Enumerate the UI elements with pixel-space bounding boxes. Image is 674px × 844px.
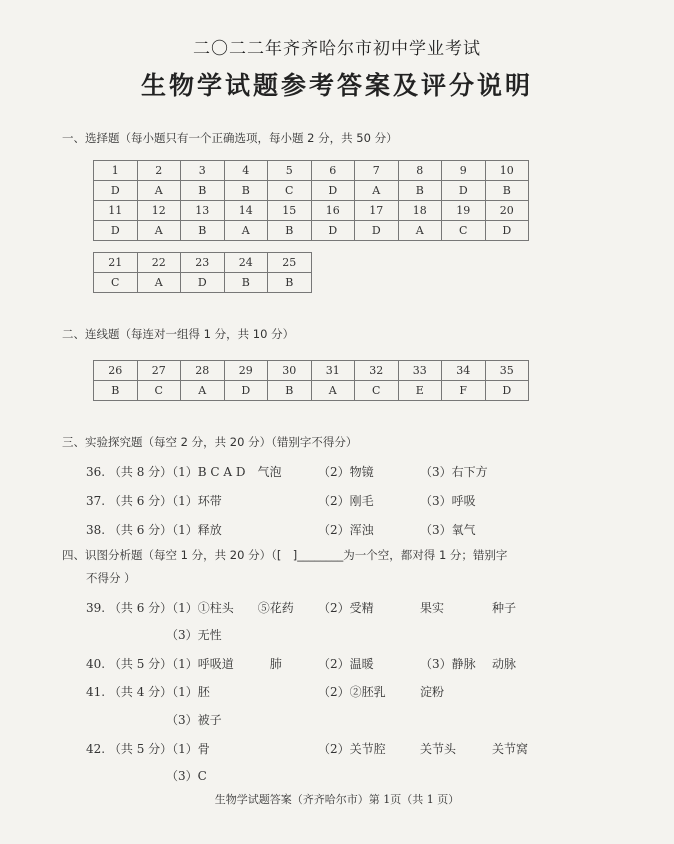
choice-answer-table: [93, 160, 529, 241]
q42-part2: （2）关节腔: [318, 742, 386, 756]
answer-cell: A: [181, 381, 225, 401]
q40-answer-d: 动脉: [492, 657, 517, 671]
answer-cell: B: [224, 181, 268, 201]
question-number: 25: [268, 253, 312, 273]
answer-cell: B: [224, 273, 268, 293]
table-row: [94, 253, 312, 273]
question-number: 19: [442, 201, 486, 221]
table-row: [94, 161, 529, 181]
section-4-heading-cont: 不得分 ）: [86, 571, 136, 585]
answer-cell: D: [94, 181, 138, 201]
question-number: 18: [398, 201, 442, 221]
question-number: 31: [311, 361, 355, 381]
answer-cell: C: [268, 181, 312, 201]
q42-answer-c: 关节窝: [492, 742, 529, 756]
question-number: 9: [442, 161, 486, 181]
question-number: 13: [181, 201, 225, 221]
question-number: 34: [442, 361, 486, 381]
answer-cell: A: [137, 181, 181, 201]
q37-part1: 37. （共 6 分）（1）环带: [86, 494, 222, 508]
q39-part2: （2）受精: [318, 601, 374, 615]
q40-part2: （2）温暖: [318, 657, 374, 671]
q41-part2: （2）②胚乳: [318, 685, 386, 699]
q39-answer-c: 种子: [492, 601, 517, 615]
q37-part3: （3）呼吸: [420, 494, 476, 508]
question-number: 30: [268, 361, 312, 381]
q41-answer-b: 淀粉: [420, 685, 445, 699]
table-row: [94, 181, 529, 201]
choice-answer-table-continued: [93, 252, 312, 293]
question-number: 33: [398, 361, 442, 381]
answer-cell: C: [137, 381, 181, 401]
question-number: 26: [94, 361, 138, 381]
q36-part1: 36. （共 8 分）（1）B C A D 气泡: [86, 465, 282, 479]
answer-cell: A: [311, 381, 355, 401]
question-number: 16: [311, 201, 355, 221]
q39-part1: 39. （共 6 分）（1）①柱头 ⑤花药: [86, 601, 294, 615]
q39-answer-b: 果实: [420, 601, 445, 615]
answer-cell: A: [398, 221, 442, 241]
answer-cell: A: [355, 181, 399, 201]
exam-title: 二〇二二年齐齐哈尔市初中学业考试: [193, 39, 481, 59]
answer-cell: B: [268, 221, 312, 241]
question-number: 7: [355, 161, 399, 181]
answer-cell: D: [485, 221, 529, 241]
question-number: 1: [94, 161, 138, 181]
answer-cell: B: [268, 381, 312, 401]
question-number: 14: [224, 201, 268, 221]
answer-cell: C: [442, 221, 486, 241]
q36-part3: （3）右下方: [420, 465, 488, 479]
answer-cell: D: [224, 381, 268, 401]
answer-cell: C: [355, 381, 399, 401]
answer-cell: D: [485, 381, 529, 401]
answer-cell: D: [181, 273, 225, 293]
answer-cell: E: [398, 381, 442, 401]
q41-part1: 41. （共 4 分）（1）胚: [86, 685, 210, 699]
question-number: 6: [311, 161, 355, 181]
q40-part3: （3）静脉: [420, 657, 476, 671]
section-3-heading: 三、实验探究题（每空 2 分，共 20 分）（错别字不得分）: [62, 435, 358, 449]
table-row: [94, 221, 529, 241]
question-number: 5: [268, 161, 312, 181]
question-number: 28: [181, 361, 225, 381]
q42-part3: （3）C: [166, 769, 207, 783]
q36-part2: （2）物镜: [318, 465, 374, 479]
answer-cell: B: [485, 181, 529, 201]
section-4-heading: 四、识图分析题（每空 1 分，共 20 分）（[ ]________为一个空，都对得 1 分；错别字: [62, 548, 508, 562]
question-number: 20: [485, 201, 529, 221]
question-number: 12: [137, 201, 181, 221]
answer-cell: D: [355, 221, 399, 241]
table-row: [94, 361, 529, 381]
document-title: 生物学试题参考答案及评分说明: [140, 71, 533, 100]
question-number: 29: [224, 361, 268, 381]
page-footer: 生物学试题答案（齐齐哈尔市）第 1页（共 1 页）: [214, 793, 460, 806]
question-number: 22: [137, 253, 181, 273]
answer-cell: B: [94, 381, 138, 401]
q37-part2: （2）刚毛: [318, 494, 374, 508]
q38-part1: 38. （共 6 分）（1）释放: [86, 523, 222, 537]
question-number: 35: [485, 361, 529, 381]
q40-part1: 40. （共 5 分）（1）呼吸道 肺: [86, 657, 282, 671]
question-number: 11: [94, 201, 138, 221]
answer-cell: A: [224, 221, 268, 241]
table-row: [94, 201, 529, 221]
answer-cell: D: [94, 221, 138, 241]
q42-part1: 42. （共 5 分）（1）骨: [86, 742, 210, 756]
q38-part2: （2）浑浊: [318, 523, 374, 537]
q38-part3: （3）氧气: [420, 523, 476, 537]
question-number: 2: [137, 161, 181, 181]
answer-cell: C: [94, 273, 138, 293]
question-number: 15: [268, 201, 312, 221]
answer-cell: D: [311, 221, 355, 241]
question-number: 10: [485, 161, 529, 181]
question-number: 32: [355, 361, 399, 381]
question-number: 4: [224, 161, 268, 181]
question-number: 23: [181, 253, 225, 273]
question-number: 3: [181, 161, 225, 181]
matching-answer-table: [93, 360, 529, 401]
section-2-heading: 二、连线题（每连对一组得 1 分，共 10 分）: [62, 327, 295, 341]
question-number: 21: [94, 253, 138, 273]
answer-cell: F: [442, 381, 486, 401]
answer-cell: D: [311, 181, 355, 201]
answer-cell: B: [398, 181, 442, 201]
answer-cell: D: [442, 181, 486, 201]
question-number: 17: [355, 201, 399, 221]
q42-answer-b: 关节头: [420, 742, 457, 756]
answer-cell: B: [181, 221, 225, 241]
answer-cell: A: [137, 221, 181, 241]
answer-cell: B: [181, 181, 225, 201]
question-number: 24: [224, 253, 268, 273]
table-row: [94, 381, 529, 401]
q39-part3: （3）无性: [166, 628, 222, 642]
section-1-heading: 一、选择题（每小题只有一个正确选项，每小题 2 分，共 50 分）: [62, 131, 398, 145]
question-number: 8: [398, 161, 442, 181]
question-number: 27: [137, 361, 181, 381]
answer-cell: B: [268, 273, 312, 293]
answer-cell: A: [137, 273, 181, 293]
table-row: [94, 273, 312, 293]
q41-part3: （3）被子: [166, 713, 222, 727]
